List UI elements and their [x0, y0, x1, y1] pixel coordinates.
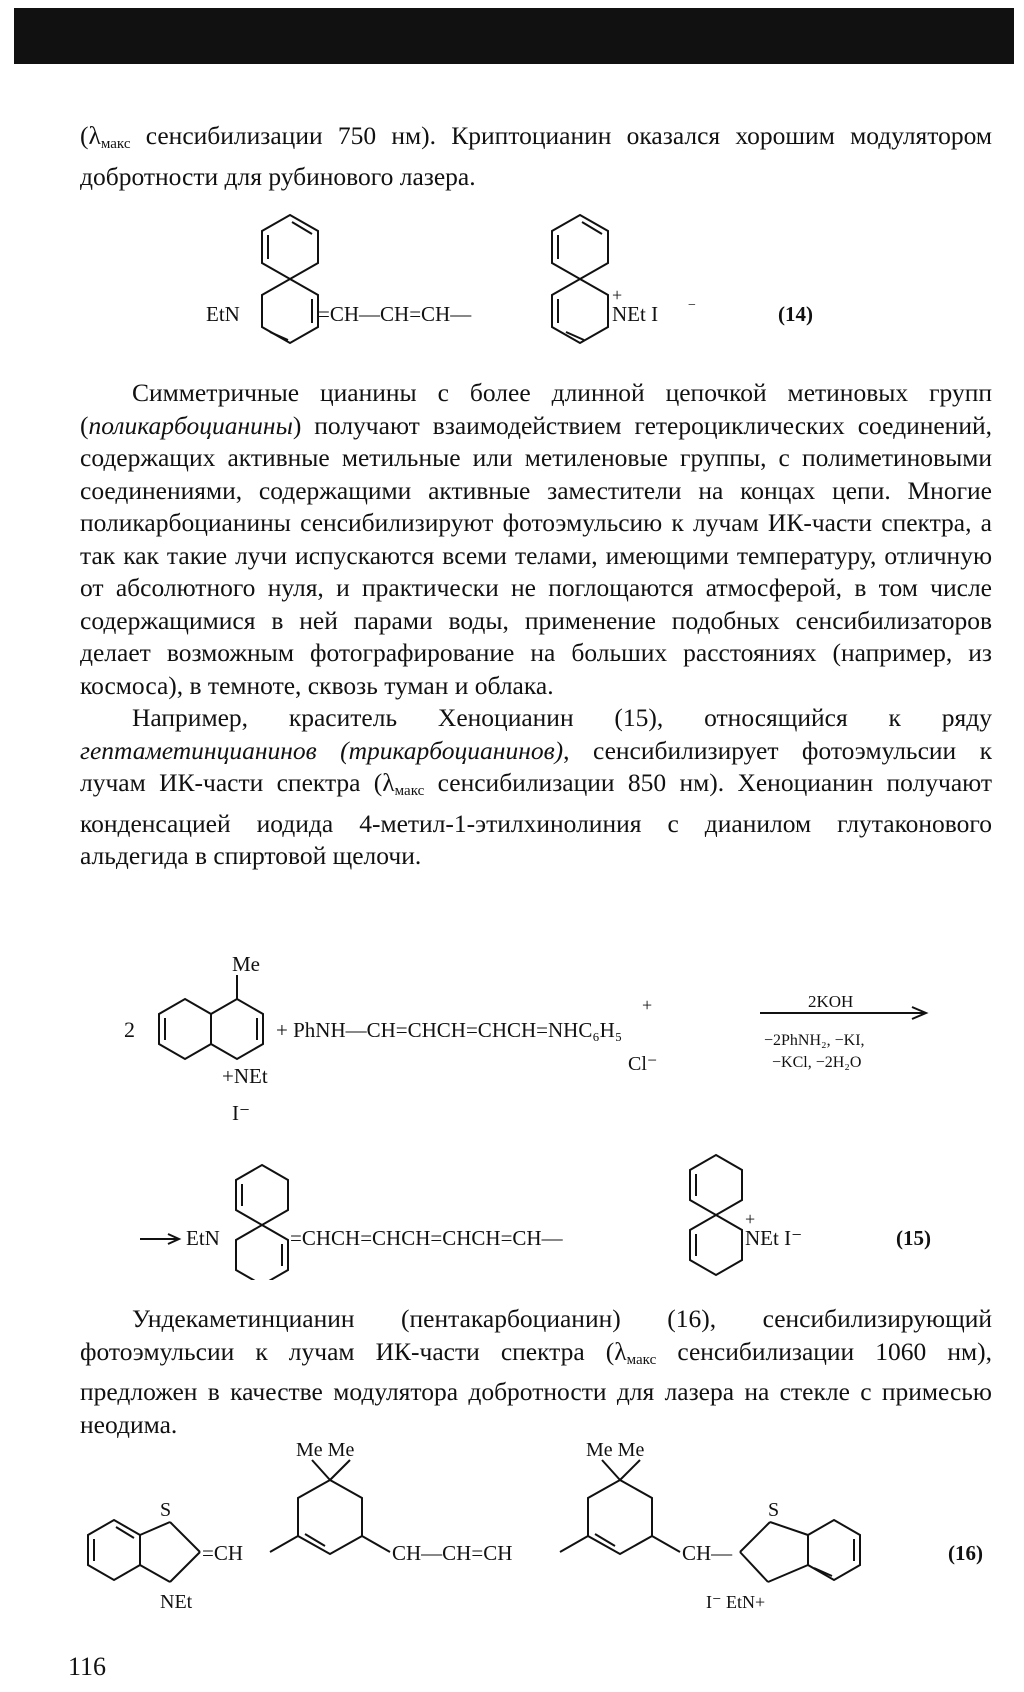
- methine-right: CH—: [682, 1541, 733, 1565]
- page-number: 116: [68, 1652, 107, 1681]
- ring: [262, 215, 318, 279]
- label-15: (15): [896, 1226, 931, 1250]
- sulfur-right: S: [768, 1499, 780, 1521]
- formula-14: [0, 195, 1024, 355]
- paragraph-2: Симметричные цианины с более длинной цепочкой метиновых групп (поликарбоцианины) получают взаимодействием гетероциклических соединений, содержащих активные метильные или метиленовые группы, с полиметиновыми соединениями, содержащими активные заместители на концах цепи. Многие поликарбоцианины сенсибилизируют фотоэмульсию к лучам ИК-части спектра, а так как такие лучи испускаются всеми телами, имеющими температуру, отличную от абсолютного нуля, и практически не поглощаются атмосферой, в том числе содержащимися в ней парами воды, применение подобных сенсибилизаторов делает возможным фотографирование на больших расстояниях (например, из космоса), в темноте, сквозь туман и облака. Например, краситель Хеноцианин (15), относящийся к ряду гептаметинцианинов (трикарбоцианинов), сенсибилизирует фотоэмульсии к лучам ИК-части спектра ($\lambda_{макс}$ сенсибилизации 850 нм). Хеноцианин получают конденсацией иодида 4-метил-1-этилхинолиния с дианилом глутаконового альдегида в спиртовой щелочи.: [80, 377, 992, 873]
- product-right: NEt I⁻: [745, 1226, 803, 1250]
- gem-dimethyl-right: Me Me: [586, 1440, 645, 1461]
- middle-chain: CH—CH=CH: [392, 1541, 513, 1565]
- reaction-15: [0, 945, 1024, 1280]
- top-dark-band: [14, 8, 1014, 64]
- ring: [552, 279, 608, 343]
- chloride: Cl⁻: [628, 1053, 658, 1075]
- above-arrow: 2KOH: [808, 992, 854, 1011]
- methine-left: =CH: [202, 1541, 244, 1565]
- ring: [552, 215, 608, 279]
- paragraph-1: ($\lambda_{макс}$ сенсибилизации 750 нм). Криптоцианин оказался хорошим модулятором добротности для рубинового лазера.: [80, 121, 992, 191]
- below-arrow-1: −2PhNH₂, −KI,: [764, 1032, 865, 1049]
- gem-dimethyl-left: Me Me: [296, 1440, 355, 1461]
- formula-14-chain: =CH—CH=CH—: [318, 302, 472, 326]
- product-chain: =CHCH=CHCH=CHCH=CH—: [290, 1226, 563, 1250]
- iodide: I⁻: [232, 1101, 251, 1125]
- formula-14-label: (14): [778, 302, 813, 326]
- formula-14-minus: −: [688, 298, 696, 313]
- label-16: (16): [948, 1541, 983, 1565]
- formula-16: [0, 1440, 1024, 1650]
- nitrogen-left: NEt: [160, 1591, 193, 1613]
- reagent: + PhNH—CH=CHCH=CHCH=NHC₆H₅: [276, 1018, 623, 1042]
- sulfur-left: S: [160, 1499, 172, 1521]
- formula-14-plus: +: [612, 285, 623, 305]
- quinolinium-n: +NEt: [222, 1064, 268, 1088]
- methyl-label: Me: [232, 952, 260, 976]
- product-plus: +: [745, 1209, 756, 1229]
- paragraph-3: Например, краситель Хеноцианин (15), относящийся к ряду гептаметинцианинов (трикарбоцианинов), сенсибилизирует фотоэмульсии к лучам ИК-части спектра ($\lambda_{макс}$ сенсибилизации 850 нм). Хеноцианин получают конденсацией иодида 4-метил-1-этилхинолиния с дианилом глутаконового альдегида в спиртовой щелочи.: [80, 703, 993, 870]
- below-arrow-2: −KCl, −2H₂O: [772, 1054, 862, 1071]
- reagent-plus: +: [642, 995, 653, 1015]
- paragraph-4: Ундекаметинцианин (пентакарбоцианин) (16), сенсибилизирующий фотоэмульсии к лучам ИК-части спектра ($\lambda_{макс}$ сенсибилизации 1060 нм), предложен в качестве модулятора добротности для лазера на стекле с примесью неодима.: [80, 1304, 992, 1439]
- nitrogen-right: I⁻ EtN+: [706, 1592, 766, 1612]
- coefficient: 2: [124, 1017, 135, 1042]
- product-left: EtN: [186, 1226, 220, 1250]
- ring: [262, 279, 318, 343]
- formula-14-right: NEt I: [612, 302, 659, 326]
- formula-14-left: EtN: [206, 302, 240, 326]
